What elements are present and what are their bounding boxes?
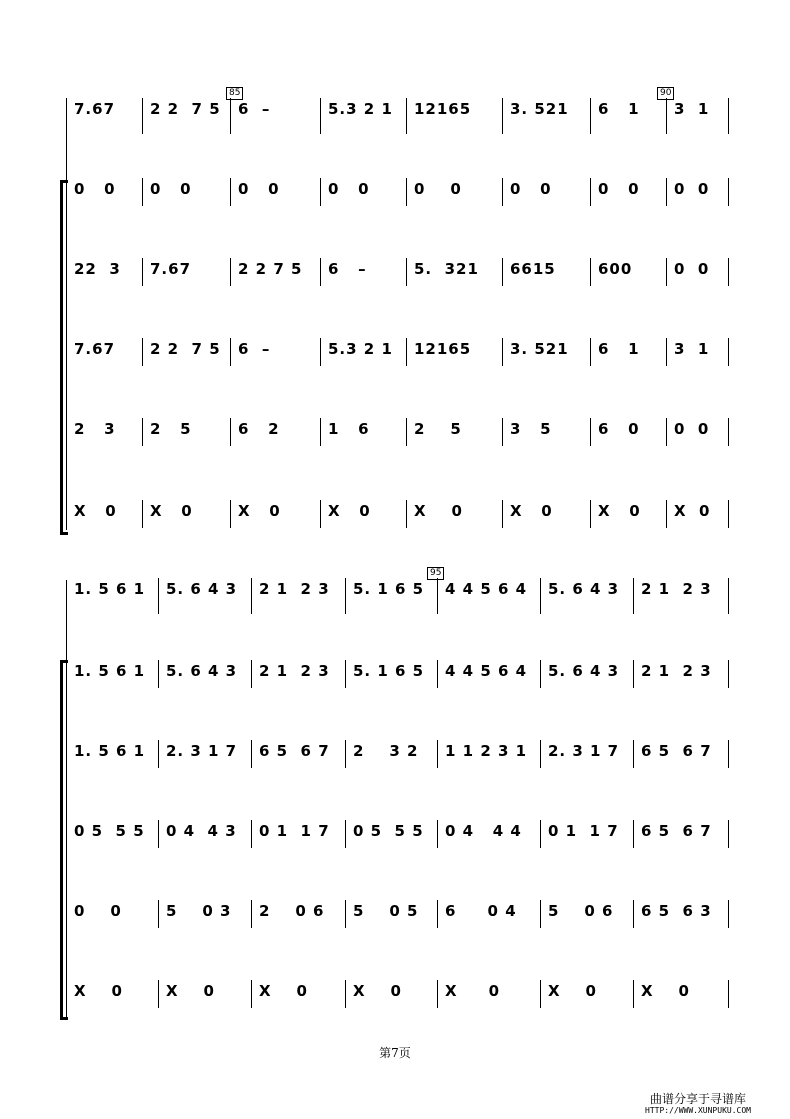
measure-cell: 4 4 5 6 4 (445, 662, 528, 680)
barline (320, 500, 321, 528)
barline (502, 418, 503, 446)
measure-cell: X 0 (259, 982, 308, 1000)
barline (540, 820, 541, 848)
measure-cell: 0 0 (74, 180, 116, 198)
measure-cell: 6 5 6 7 (641, 822, 712, 840)
barline (437, 578, 438, 614)
barline (345, 578, 346, 614)
measure-cell: X 0 (353, 982, 402, 1000)
system-barline (66, 98, 67, 530)
measure-cell: 7.67 (74, 100, 116, 118)
measure-cell: X 0 (238, 502, 281, 520)
barline (406, 338, 407, 366)
barline (437, 980, 438, 1008)
barline (251, 578, 252, 614)
measure-cell: 1 1 2 3 1 (445, 742, 528, 760)
measure-cell: 5. 6 4 3 (548, 662, 620, 680)
barline (142, 178, 143, 206)
measure-cell: 2 1 2 3 (641, 580, 712, 598)
measure-cell: X 0 (74, 502, 117, 520)
measure-cell: 22 3 (74, 260, 121, 278)
barline (502, 178, 503, 206)
barline (502, 500, 503, 528)
measure-cell: X 0 (445, 982, 501, 1000)
barline (320, 258, 321, 286)
measure-cell: 0 1 1 7 (259, 822, 330, 840)
barline (158, 740, 159, 768)
barline (590, 258, 591, 286)
measure-cell: 0 0 (674, 180, 710, 198)
barline (230, 178, 231, 206)
page-number: 第7页 (379, 1046, 411, 1060)
barline (158, 900, 159, 928)
measure-cell: 2. 3 1 7 (548, 742, 620, 760)
barline (666, 418, 667, 446)
measure-cell: 2 2 7 5 (150, 100, 221, 118)
measure-cell: X 0 (674, 502, 711, 520)
measure-cell: X 0 (328, 502, 371, 520)
measure-cell: 2 5 (414, 420, 462, 438)
measure-number-95: 95 (427, 567, 444, 580)
measure-cell: 5. 6 4 3 (548, 580, 620, 598)
measure-cell: 0 4 4 4 (445, 822, 522, 840)
barline (590, 338, 591, 366)
barline (406, 258, 407, 286)
measure-cell: 12165 (414, 340, 472, 358)
measure-cell: X 0 (166, 982, 215, 1000)
barline (158, 578, 159, 614)
measure-cell: 6 1 (598, 100, 640, 118)
measure-cell: 0 5 5 5 (74, 822, 145, 840)
measure-cell: 5.3 2 1 (328, 100, 393, 118)
measure-cell: X 0 (414, 502, 463, 520)
barline (666, 338, 667, 366)
barline (142, 258, 143, 286)
barline (633, 900, 634, 928)
staff-bracket (60, 660, 63, 1020)
barline (590, 500, 591, 528)
barline (502, 98, 503, 134)
barline (406, 178, 407, 206)
measure-cell: 0 0 (414, 180, 462, 198)
measure-cell: X 0 (150, 502, 193, 520)
measure-cell: 2 3 2 (353, 742, 419, 760)
barline (142, 338, 143, 366)
measure-number-85: 85 (226, 87, 243, 100)
barline (406, 418, 407, 446)
measure-cell: X 0 (510, 502, 553, 520)
measure-cell: 2 0 6 (259, 902, 325, 920)
barline (666, 500, 667, 528)
measure-cell: 4 4 5 6 4 (445, 580, 528, 598)
barline (251, 980, 252, 1008)
measure-number-90: 90 (657, 87, 674, 100)
barline (251, 660, 252, 688)
measure-cell: 7.67 (74, 340, 116, 358)
measure-cell: 2 1 2 3 (259, 580, 330, 598)
measure-cell: 2 3 (74, 420, 116, 438)
barline (345, 820, 346, 848)
barline (437, 820, 438, 848)
barline (666, 258, 667, 286)
measure-cell: 1. 5 6 1 (74, 742, 146, 760)
barline (540, 900, 541, 928)
measure-cell: 0 0 (510, 180, 552, 198)
measure-cell: 6 – (238, 100, 271, 118)
measure-cell: X 0 (548, 982, 597, 1000)
measure-cell: 6 2 (238, 420, 280, 438)
barline (251, 820, 252, 848)
barline (540, 660, 541, 688)
barline (590, 98, 591, 134)
barline (230, 418, 231, 446)
measure-cell: 0 4 4 3 (166, 822, 237, 840)
measure-cell: 0 0 (74, 902, 122, 920)
measure-cell: 2 1 2 3 (641, 662, 712, 680)
measure-cell: 5. 321 (414, 260, 479, 278)
watermark-title: 曲谱分享于寻谱库 (650, 1092, 747, 1106)
measure-cell: 6 0 4 (445, 902, 517, 920)
barline (345, 740, 346, 768)
measure-cell: 3. 521 (510, 100, 569, 118)
watermark-url: HTTP://WWW.XUNPUKU.COM (645, 1106, 751, 1115)
barline (633, 740, 634, 768)
barline (320, 418, 321, 446)
barline (666, 178, 667, 206)
barline (406, 98, 407, 134)
barline (540, 578, 541, 614)
barline (633, 660, 634, 688)
barline (633, 820, 634, 848)
barline (502, 258, 503, 286)
barline (345, 980, 346, 1008)
barline (142, 98, 143, 134)
measure-cell: 2 5 (150, 420, 192, 438)
measure-cell: 5 0 6 (548, 902, 614, 920)
barline (158, 980, 159, 1008)
measure-cell: 2 2 7 5 (238, 260, 303, 278)
barline (437, 900, 438, 928)
measure-cell: 1 6 (328, 420, 370, 438)
barline (230, 98, 231, 134)
staff-bracket (60, 180, 63, 535)
barline (345, 660, 346, 688)
measure-cell: 3. 521 (510, 340, 569, 358)
barline (406, 500, 407, 528)
barline (320, 338, 321, 366)
barline (251, 900, 252, 928)
measure-cell: 6 0 (598, 420, 640, 438)
system-barline (66, 580, 67, 1020)
measure-cell: 0 5 5 5 (353, 822, 424, 840)
barline (142, 500, 143, 528)
barline (633, 980, 634, 1008)
measure-cell: 5 0 5 (353, 902, 419, 920)
barline (230, 338, 231, 366)
barline (728, 418, 729, 446)
barline (728, 178, 729, 206)
measure-cell: 5.3 2 1 (328, 340, 393, 358)
measure-cell: 3 1 (674, 340, 710, 358)
barline (158, 660, 159, 688)
measure-cell: 600 (598, 260, 633, 278)
measure-cell: 0 0 (150, 180, 192, 198)
measure-cell: 6 – (328, 260, 367, 278)
measure-cell: 5. 1 6 5 (353, 580, 425, 598)
measure-cell: 7.67 (150, 260, 192, 278)
barline (728, 500, 729, 528)
barline (345, 900, 346, 928)
measure-cell: 2. 3 1 7 (166, 742, 238, 760)
measure-cell: X 0 (74, 982, 123, 1000)
barline (158, 820, 159, 848)
barline (251, 740, 252, 768)
barline (633, 578, 634, 614)
measure-cell: 2 1 2 3 (259, 662, 330, 680)
barline (728, 578, 729, 614)
barline (540, 980, 541, 1008)
measure-cell: 0 0 (674, 260, 710, 278)
measure-cell: 6615 (510, 260, 556, 278)
barline (437, 740, 438, 768)
measure-cell: 12165 (414, 100, 472, 118)
measure-cell: 0 0 (674, 420, 710, 438)
measure-cell: 5. 6 4 3 (166, 580, 238, 598)
measure-cell: X 0 (641, 982, 690, 1000)
barline (728, 338, 729, 366)
measure-cell: 2 2 7 5 (150, 340, 221, 358)
barline (502, 338, 503, 366)
measure-cell: 6 5 6 7 (259, 742, 330, 760)
barline (666, 98, 667, 134)
measure-cell: X 0 (598, 502, 641, 520)
barline (728, 660, 729, 688)
measure-cell: 0 0 (598, 180, 640, 198)
barline (728, 980, 729, 1008)
measure-cell: 5 0 3 (166, 902, 232, 920)
barline (590, 418, 591, 446)
measure-cell: 6 1 (598, 340, 640, 358)
measure-cell: 3 1 (674, 100, 710, 118)
measure-cell: 6 – (238, 340, 271, 358)
measure-cell: 0 1 1 7 (548, 822, 619, 840)
measure-cell: 6 5 6 3 (641, 902, 712, 920)
measure-cell: 1. 5 6 1 (74, 580, 146, 598)
barline (590, 178, 591, 206)
barline (728, 258, 729, 286)
measure-cell: 0 0 (238, 180, 280, 198)
barline (320, 98, 321, 134)
measure-cell: 3 5 (510, 420, 552, 438)
measure-cell: 0 0 (328, 180, 370, 198)
barline (230, 500, 231, 528)
measure-cell: 6 5 6 7 (641, 742, 712, 760)
barline (728, 98, 729, 134)
barline (230, 258, 231, 286)
barline (540, 740, 541, 768)
barline (728, 740, 729, 768)
barline (142, 418, 143, 446)
barline (728, 820, 729, 848)
barline (728, 900, 729, 928)
barline (320, 178, 321, 206)
barline (437, 660, 438, 688)
measure-cell: 5. 1 6 5 (353, 662, 425, 680)
measure-cell: 1. 5 6 1 (74, 662, 146, 680)
measure-cell: 5. 6 4 3 (166, 662, 238, 680)
